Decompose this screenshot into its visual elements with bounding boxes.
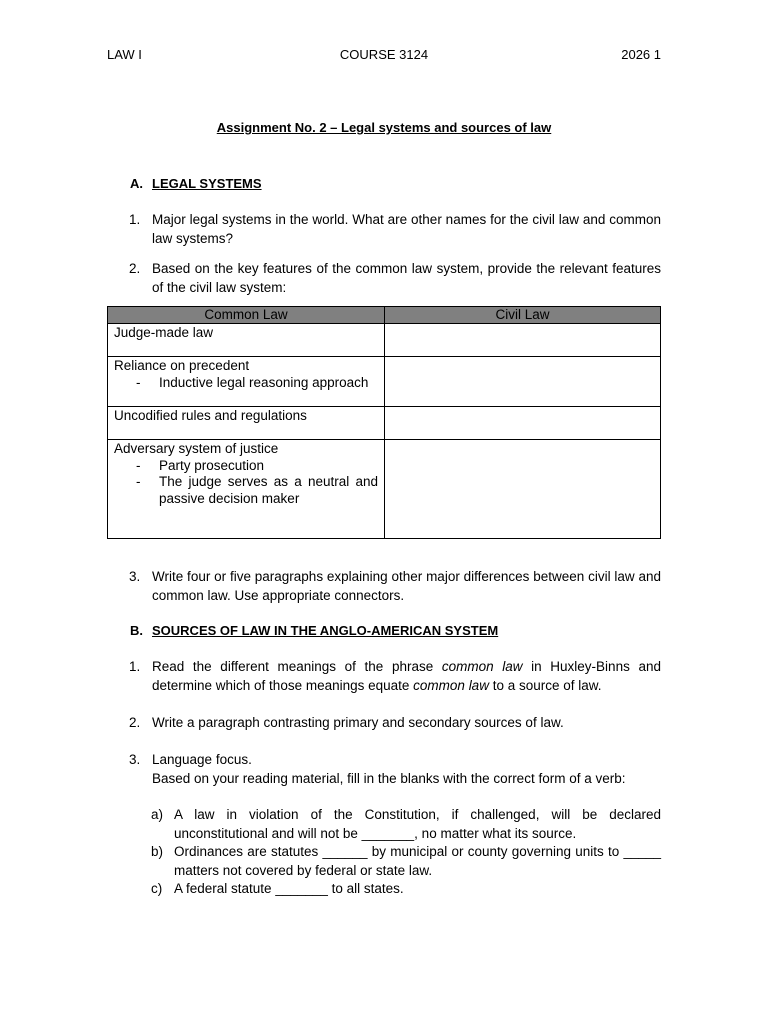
section-b-item-3 [129,750,661,788]
item-number: 2. [129,715,141,730]
item-text: Major legal systems in the world. What are other names for the civil law and common law systems? [152,212,661,246]
item-number: 1. [129,659,141,674]
common-law-cell [108,324,385,357]
section-a-item-2 [129,259,661,297]
item-text [152,750,661,788]
section-a-item-3 [129,567,661,605]
language-focus-heading: Language focus. [152,752,252,767]
section-b-item-2 [129,713,661,732]
section-a-label: LEGAL SYSTEMS [152,176,262,191]
emphasis-common-law: common law [413,678,489,693]
list-letter: b) [151,844,164,859]
item-number: 3. [129,752,141,767]
header-civil-law: Civil Law [385,307,661,324]
feature-text: Adversary system of justice [114,441,279,456]
section-b-letter: B. [130,623,143,638]
feature-bullet: - Inductive legal reasoning approach [136,374,369,390]
exercise-text: Ordinances are statutes ______ by municipal or county governing units to _____ matters not covered by federal or state law. [174,844,661,878]
section-b-item-1 [129,657,661,695]
item-text: Read the different meanings of the phrase common law in Huxley-Binns and determine which of those meanings equate common law to a source of law. [152,659,661,693]
table-row [108,324,661,357]
fill-in-the-blanks-list [151,806,661,899]
feature-bullet: - Party prosecution [136,457,265,473]
item-text: Based on the key features of the common law system, provide the relevant features of the civil law system: [152,261,661,295]
common-law-cell [108,357,385,407]
emphasis-common-law: common law [441,659,523,674]
civil-law-cell[interactable] [385,324,661,357]
feature-bullet: - The judge serves as a neutral and passive decision maker [136,474,378,506]
feature-text: Reliance on precedent [114,358,250,373]
assignment-title: Assignment No. 2 – Legal systems and sources of law [216,120,552,135]
list-item [151,880,661,899]
exercise-text: A law in violation of the Constitution, if challenged, will be declared unconstitutional and will not be _______, no matter what its source. [174,807,661,841]
item-number: 2. [129,261,141,276]
exercise-text: A federal statute _______ to all states. [174,881,404,896]
header-course-name: LAW I [107,47,142,62]
item-text: Write four or five paragraphs explaining other major differences between civil law and common law. Use appropriate connectors. [152,569,661,603]
section-a-letter: A. [130,176,143,191]
item-text: Write a paragraph contrasting primary and secondary sources of law. [152,715,564,730]
section-b-heading [130,623,498,638]
common-law-cell [108,440,385,539]
section-a-item-1 [129,210,661,248]
table-row [108,407,661,440]
list-letter: a) [151,807,164,822]
section-b-label: SOURCES OF LAW IN THE ANGLO-AMERICAN SYSTEM [152,623,499,638]
item-number: 1. [129,212,141,227]
feature-text: Uncodified rules and regulations [114,408,307,423]
table-row [108,440,661,539]
header-common-law: Common Law [108,307,385,324]
header-term: 2026 1 [621,47,661,62]
civil-law-cell[interactable] [385,407,661,440]
feature-text: Judge-made law [114,325,214,340]
table-header-row [108,307,661,324]
common-law-cell [108,407,385,440]
list-item [151,806,661,843]
civil-law-cell[interactable] [385,357,661,407]
language-focus-instruction: Based on your reading material, fill in the blanks with the correct form of a verb: [152,771,626,786]
section-a-heading [130,176,262,191]
item-number: 3. [129,569,141,584]
list-item [151,843,661,880]
list-letter: c) [151,881,163,896]
header-course-code: COURSE 3124 [339,47,429,62]
table-row [108,357,661,407]
comparison-table [107,306,661,539]
civil-law-cell[interactable] [385,440,661,539]
